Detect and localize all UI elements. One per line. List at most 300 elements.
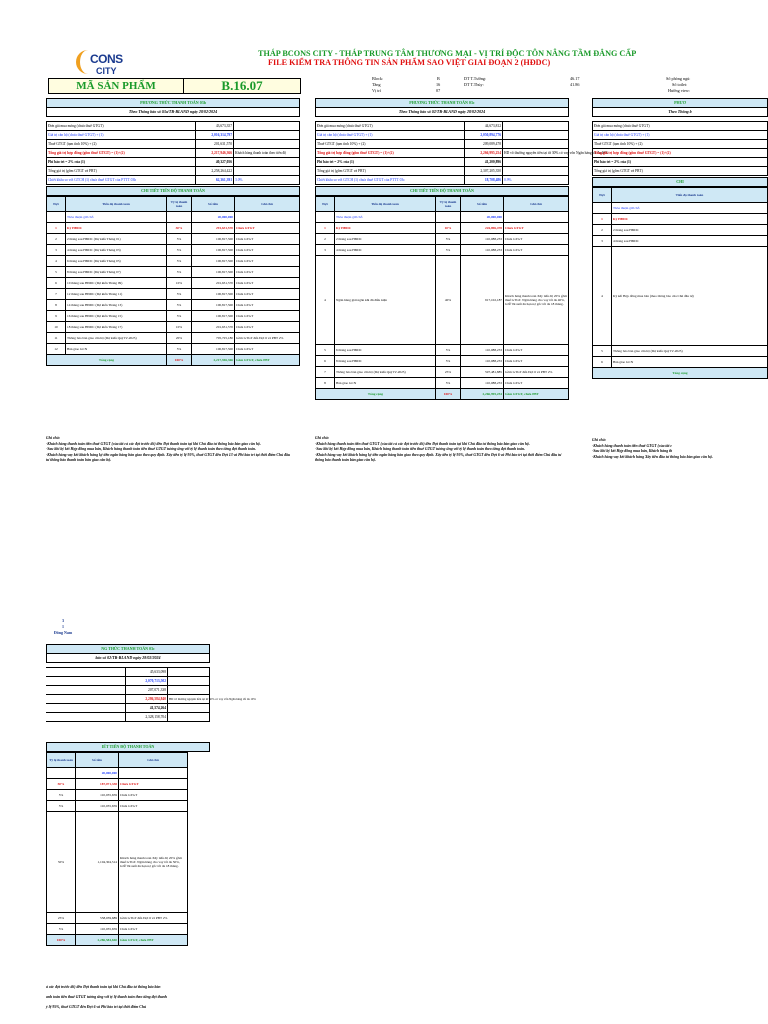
table-cell: 12 tháng sau HĐDC (Dự kiến Tháng 11) xyxy=(66,289,167,300)
table-cell: 25% xyxy=(47,913,76,924)
table-cell xyxy=(593,203,612,214)
table-cell: 6 xyxy=(593,357,612,368)
position-value: 07 xyxy=(436,88,441,93)
financial-label: Chiết khấu so với GTCH (1) chưa thuế GTGT của PTTT 03b xyxy=(48,178,137,182)
financial-label: Tổng giá trị (gồm GTGT và PBT) xyxy=(48,169,97,173)
table-cell: 5% xyxy=(436,378,461,389)
area-clear-value: 41.86 xyxy=(570,82,580,87)
column-header: Tỷ lệ thanh toán xyxy=(167,197,192,212)
table-row xyxy=(47,245,300,256)
financial-row xyxy=(592,131,768,140)
floor-label: Tầng xyxy=(372,82,381,87)
table-cell: 2 tháng sau HĐDC (Dự kiến Tháng 01) xyxy=(66,234,167,245)
table-cell: Chưa GTGT xyxy=(504,223,569,234)
lower-financial-note xyxy=(167,677,209,685)
payment-method-subtitle: Theo Thông báo số 02/TB-BLAND ngày 28/02/2024 xyxy=(315,108,569,117)
lower-schedule-table xyxy=(46,752,188,946)
table-row xyxy=(47,344,300,355)
table-cell: Chưa GTGT xyxy=(119,924,188,935)
table-cell: 10 tháng sau HĐDC (Dự kiến Tháng 09) xyxy=(66,278,167,289)
table-cell: 4 tháng sau HĐDC xyxy=(612,236,768,247)
table-cell: Gồm GTGT đến Đợt 6 và PBT 2% xyxy=(235,333,300,344)
financial-value: 44,673,812 xyxy=(464,122,502,130)
table-row xyxy=(316,256,569,345)
financial-row xyxy=(46,176,300,185)
table-cell: 705,725,180 xyxy=(192,333,235,344)
financial-row xyxy=(315,121,569,131)
table-cell: Ký HĐDC xyxy=(66,223,167,234)
lower-financial-note: HD vô thường nguyên tiền tại từ 30% có vay vốn Ngân hàng tối đa 10% xyxy=(169,697,256,701)
table-cell: 20,000,000 xyxy=(461,212,504,223)
table-cell: Chưa GTGT xyxy=(235,311,300,322)
block-label: Block: xyxy=(372,76,384,81)
financial-label: Tổng giá trị hợp đồng (gồm thuế GTGT) = (1)+(2) xyxy=(48,151,125,155)
lower-info-line: 1 xyxy=(62,624,64,629)
table-cell: Chưa GTGT xyxy=(235,344,300,355)
position-label: Vị trí xyxy=(372,88,381,93)
table-cell: Ngân hàng giải ngân khi đủ điều kiện xyxy=(335,256,436,345)
table-row xyxy=(47,333,300,344)
lower-payment-panel xyxy=(46,644,256,1009)
table-cell: 110,088,233 xyxy=(461,234,504,245)
table-cell: 5% xyxy=(167,234,192,245)
financial-value: 2,217,946,366 xyxy=(195,149,233,157)
lower-info-block xyxy=(48,618,78,636)
table-cell: 597,481,885 xyxy=(461,367,504,378)
note-line: -Khách hàng vay kết khách hàng Xây tiền đầu tư thông báo bàn giao căn hộ. xyxy=(592,454,713,459)
table-cell: 2 tháng sau HĐDC xyxy=(335,234,436,245)
table-row xyxy=(593,346,768,357)
financial-note xyxy=(233,131,299,139)
financial-label: Tổng giá trị hợp đồng (gồm thuế GTGT) = (1)+(2) xyxy=(594,151,671,155)
table-row xyxy=(47,289,300,300)
column-header: Số tiền xyxy=(76,753,119,768)
lower-title: NG THỨC THANH TOÁN 03c xyxy=(46,644,210,654)
financial-label: Giá trị căn hộ (chưa thuế GTGT) + (1) xyxy=(48,133,104,137)
table-cell: 110,088,233 xyxy=(461,378,504,389)
table-cell: Thông báo bàn giao căn hộ (Dự kiến Quý IV-2025) xyxy=(66,333,167,344)
financial-value: 62,361,391 xyxy=(195,176,233,184)
table-cell: 201,631,570 xyxy=(192,278,235,289)
financial-note: HD vô thường nguyên tiền tại từ 30% có vay vốn Ngân hàng tối đa 40% xyxy=(504,151,609,155)
column-header: Đợt xyxy=(316,197,335,212)
table-header-row xyxy=(47,197,300,212)
table-cell xyxy=(436,212,461,223)
table-cell: Chưa GTGT xyxy=(504,245,569,256)
table-cell: Chưa GTGT xyxy=(504,378,569,389)
table-cell: Gồm GTGT đến Đợt 6 và PBT 2% xyxy=(119,913,188,924)
table-cell: 10 xyxy=(47,322,66,333)
table-cell: Chưa GTGT xyxy=(235,245,300,256)
table-cell: Bàn giao GCN xyxy=(612,357,768,368)
table-cell: Chưa GTGT xyxy=(119,801,188,812)
financial-label: Đơn giá mua móng (chưa thuế GTGT) xyxy=(317,124,373,128)
financial-value: 40,327,056 xyxy=(195,158,233,166)
table-cell: 14 tháng sau HĐDC (Dự kiến Tháng 13) xyxy=(66,300,167,311)
table-cell: 4 tháng sau HĐDC xyxy=(335,245,436,256)
total-note: Gồm GTGT, chưa PBT xyxy=(235,355,300,366)
financial-label: Tổng giá trị (gồm GTGT và PBT) xyxy=(317,169,366,173)
note-line: -Sau khi ký kết Hợp đồng mua bán, Khách hàng thanh toán tiền thuế GTGT tương ứng với tỷ lệ thanh toán theo từng đợt thanh toán. xyxy=(315,447,525,451)
financial-label: Thuế GTGT (tạm tính 10%) + (2) xyxy=(594,142,643,146)
lower-financial-row xyxy=(46,695,256,704)
table-cell: 25% xyxy=(436,367,461,378)
table-cell: Ký HĐDC xyxy=(335,223,436,234)
financial-note: 0.9% xyxy=(502,176,568,184)
table-cell: 5% xyxy=(167,256,192,267)
note-line: Ghi chú: xyxy=(46,436,61,440)
financial-value: 201,631,570 xyxy=(195,140,233,148)
payment-panel-0 xyxy=(46,98,300,462)
table-cell: 3 xyxy=(47,245,66,256)
note-line: -Khách hàng thanh toán tiền thuế GTGT (của tất cả các đợt trước đó) đến Đợt thanh toán tại khi Chủ đầu tư thông báo bàn giao căn hộ. xyxy=(315,441,530,446)
area-wall-value: 46.17 xyxy=(570,76,580,81)
table-cell: Gồm GTGT đến Đợt 6 và PBT 2% xyxy=(504,367,569,378)
table-cell: 1 xyxy=(316,223,335,234)
table-row xyxy=(316,378,569,389)
financial-label: Đơn giá mua móng (chưa thuế GTGT) xyxy=(594,124,650,128)
table-cell: 4 xyxy=(47,256,66,267)
financial-row xyxy=(46,131,300,140)
column-header: Tỷ lệ thanh toán xyxy=(436,197,461,212)
table-cell: Chưa GTGT xyxy=(504,345,569,356)
table-cell: 5% xyxy=(167,311,192,322)
financial-note: 3.0% xyxy=(233,176,299,184)
financial-note xyxy=(502,131,568,139)
table-row xyxy=(316,245,569,256)
lower-financial-note xyxy=(167,686,209,694)
bedrooms-label: Số phòng ngủ: xyxy=(666,76,691,81)
table-cell: Ký HĐDC xyxy=(612,214,768,225)
financial-label: Giá trị căn hộ (chưa thuế GTGT) + (1) xyxy=(594,133,650,137)
table-cell: 100,817,500 xyxy=(192,245,235,256)
column-header: Đợt xyxy=(593,188,612,203)
note-line: ỷ lệ 95%, thuế GTGT đến Đợt 6 và Phí bảo trì tại thời điểm Chủ xyxy=(46,1005,147,1009)
column-header: Ghi chú xyxy=(504,197,569,212)
table-cell: 4 tháng sau HĐDC (Dự kiến Tháng 03) xyxy=(66,245,167,256)
table-row xyxy=(47,924,188,935)
financial-label: Phí bảo trì = 2% của (1) xyxy=(317,160,354,164)
lower-financial-value: 45,633,098 xyxy=(125,668,167,676)
table-cell: 6 xyxy=(47,278,66,289)
column-header: Ghi chú xyxy=(235,197,300,212)
financial-label: Đơn giá mua móng (chưa thuế GTGT) xyxy=(48,124,104,128)
table-cell: Thỏa thuận giữ chỗ xyxy=(66,212,167,223)
table-cell: 5% xyxy=(167,289,192,300)
table-cell: 100,817,500 xyxy=(192,234,235,245)
table-header-row xyxy=(593,188,768,203)
financial-row xyxy=(592,140,768,149)
table-row xyxy=(47,300,300,311)
table-cell: 8 xyxy=(47,300,66,311)
table-row xyxy=(47,256,300,267)
lower-financial-row xyxy=(46,667,210,677)
total-percent: 100% xyxy=(436,389,461,400)
table-cell xyxy=(47,768,76,779)
financial-row xyxy=(46,149,300,158)
table-cell: 20% xyxy=(167,333,192,344)
document-title: THÁP BCONS CITY - THÁP TRUNG TÂM THƯƠNG MẠI - VỊ TRÍ ĐỘC TÔN NÂNG TẦM ĐẲNG CẤP xyxy=(258,49,637,58)
floor-value: 16 xyxy=(436,82,441,87)
column-header: Tiến độ thanh toán xyxy=(66,197,167,212)
financial-note xyxy=(233,140,299,148)
total-amount: 2,266,995,254 xyxy=(461,389,504,400)
table-row xyxy=(47,779,188,790)
financial-note xyxy=(502,140,568,148)
lower-financial-value: 2,286,584,840 xyxy=(125,695,167,703)
table-cell: 6 xyxy=(316,356,335,367)
table-cell: 2 xyxy=(316,234,335,245)
financial-note xyxy=(233,158,299,166)
table-cell: 10% xyxy=(436,223,461,234)
table-cell: 5% xyxy=(167,300,192,311)
table-cell: 20,000,000 xyxy=(76,768,119,779)
table-total-row xyxy=(593,368,768,379)
note-line: Ghi chú: xyxy=(315,436,330,440)
table-cell: 3 xyxy=(593,236,612,247)
table-row xyxy=(593,247,768,346)
table-cell: 5 xyxy=(47,267,66,278)
lower-schedule-title: IẾT TIẾN ĐỘ THANH TOÁN xyxy=(46,742,210,752)
column-header: Ghi chú xyxy=(119,753,188,768)
table-cell: Chưa GTGT xyxy=(119,790,188,801)
table-cell: 1 xyxy=(47,223,66,234)
lower-financial-value: 207,071,338 xyxy=(125,686,167,694)
column-header: Số tiền xyxy=(461,197,504,212)
table-total-row xyxy=(47,355,300,366)
payment-schedule-table xyxy=(46,196,300,366)
financial-label: Giá trị căn hộ (chưa thuế GTGT) + (1) xyxy=(317,133,373,137)
table-cell: Chưa GTGT xyxy=(235,322,300,333)
table-cell: 6 tháng sau HĐDC xyxy=(335,345,436,356)
table-row xyxy=(47,801,188,812)
area-clear-label: DT T.Thủy: xyxy=(464,82,484,87)
financial-value: 2,307,205,350 xyxy=(464,167,502,175)
table-cell: Ký kết Hợp đồng mua bán (theo thông báo của Chủ đầu tư) xyxy=(612,247,768,346)
total-amount: 2,286,584,840 xyxy=(76,935,119,946)
table-header-row xyxy=(316,197,569,212)
note-line: ả các đợt trước đó) đến Đợt thanh toán tại khi Chủ đầu tư thông báo bàn xyxy=(46,985,161,989)
product-code-label: MÃ SẢN PHẨM xyxy=(48,78,184,94)
financial-value: 41,200,896 xyxy=(464,158,502,166)
table-row xyxy=(47,322,300,333)
note-line: -Sau khi ký kết Hợp đồng mua bán, Khách hàng th xyxy=(592,449,673,453)
table-row xyxy=(47,790,188,801)
column-header: Tỷ lệ thanh toán xyxy=(47,753,76,768)
payment-method-title: PHƯƠ xyxy=(592,98,768,108)
financial-row xyxy=(592,121,768,131)
column-header: Số tiền xyxy=(192,197,235,212)
table-cell: 50% xyxy=(47,812,76,913)
financial-note xyxy=(502,122,568,130)
total-note: Gồm GTGT, chưa PBT xyxy=(504,389,569,400)
total-percent: 100% xyxy=(167,355,192,366)
table-cell: Chưa GTGT xyxy=(504,356,569,367)
payment-schedule-title: CHI TIẾT TIẾN ĐỘ THANH TOÁN xyxy=(46,186,300,196)
table-cell xyxy=(316,212,335,223)
lower-financial-note xyxy=(167,668,209,676)
table-cell: 9 xyxy=(47,311,66,322)
financial-row xyxy=(315,158,569,167)
payment-panel-2 xyxy=(592,98,768,459)
table-cell: Chưa GTGT xyxy=(235,300,300,311)
note-line: -Khách hàng vay kết khách hàng ký tiền ngân hàng bàn giao theo quy định. Xây tiền tỷ lệ 95%, thuế GTGT đến Đợt 6 và Phí bảo trì tại thời điểm Chủ đầu tư thông báo thanh toán bàn giao căn hộ. xyxy=(315,452,562,462)
lower-financial-note xyxy=(167,704,209,712)
table-cell: 50% xyxy=(47,779,76,790)
table-cell: Thông báo bàn giao căn hộ (Dự kiến Quý IV-2025) xyxy=(335,367,436,378)
payment-schedule-table xyxy=(315,196,569,400)
lower-financial-value: 2,328,158,704 xyxy=(125,713,167,721)
financial-note xyxy=(502,167,568,175)
table-cell: 1,104,304,514 xyxy=(76,812,119,913)
table-row xyxy=(47,234,300,245)
table-cell: Bàn giao GCN xyxy=(66,344,167,355)
table-cell: 18 tháng sau HĐDC (Dự kiến Tháng 17) xyxy=(66,322,167,333)
table-cell: 100,817,500 xyxy=(192,256,235,267)
column-header: Tiến độ thanh toán xyxy=(335,197,436,212)
table-cell: Chưa GTGT xyxy=(235,256,300,267)
total-label: Tổng cộng xyxy=(593,368,768,379)
table-cell: 291,631,570 xyxy=(192,223,235,234)
financial-label: Thuế GTGT (tạm tính 10%) + (2) xyxy=(317,142,366,146)
table-cell: 100,817,500 xyxy=(192,267,235,278)
block-value: B xyxy=(437,76,440,81)
table-cell: 8 tháng sau HĐDC xyxy=(335,356,436,367)
table-cell: 5% xyxy=(167,245,192,256)
lower-info-line: Đông Nam xyxy=(53,630,73,635)
view-direction-label: Hướng view: xyxy=(668,88,691,93)
financial-row xyxy=(315,176,569,185)
table-cell: 226,896,478 xyxy=(461,223,504,234)
financial-value: 2,050,894,776 xyxy=(464,131,502,139)
table-cell: 558,039,689 xyxy=(76,913,119,924)
lower-notes xyxy=(46,982,210,1012)
lower-financial-row xyxy=(46,677,210,686)
total-note: Gồm GTGT, chưa PBT xyxy=(119,935,188,946)
table-cell: 917,102,187 xyxy=(461,256,504,345)
table-cell: 110,088,233 xyxy=(461,245,504,256)
financial-row xyxy=(46,167,300,176)
payment-schedule-title: CHI xyxy=(592,177,768,187)
table-cell: 30% xyxy=(167,223,192,234)
financial-label: Phí bảo trì = 2% của (1) xyxy=(48,160,85,164)
table-row xyxy=(316,212,569,223)
note-line: -Sau khi ký kết Hợp đồng mua bán, Khách hàng thanh toán tiền thuế GTGT tương ứng với tỷ lệ thanh toán theo từng đợt thanh toán. xyxy=(46,447,256,451)
financial-row xyxy=(46,158,300,167)
table-cell: 5% xyxy=(436,234,461,245)
table-total-row xyxy=(47,935,188,946)
table-cell: 4 xyxy=(316,256,335,345)
table-cell: 10% xyxy=(167,322,192,333)
payment-notes xyxy=(315,436,563,464)
table-cell: 12 xyxy=(47,344,66,355)
financial-row xyxy=(315,149,609,158)
table-cell: 2 xyxy=(593,225,612,236)
document-subtitle: FILE KIỂM TRA THÔNG TIN SẢN PHẨM SAO VIỆT GIAI ĐOẠN 2 (HĐDC) xyxy=(268,58,551,67)
table-cell: 5% xyxy=(436,245,461,256)
financial-note xyxy=(233,167,299,175)
bcons-city-logo xyxy=(76,50,123,80)
financial-value: 2,266,995,254 xyxy=(464,149,502,157)
table-cell: Chưa GTGT xyxy=(235,278,300,289)
area-wall-label: DT T.Tường: xyxy=(464,76,487,81)
table-cell: 2 xyxy=(47,234,66,245)
financial-row xyxy=(315,167,569,176)
lower-info-line: 3 xyxy=(62,618,64,623)
table-cell xyxy=(504,212,569,223)
table-cell: 1 xyxy=(593,214,612,225)
table-row xyxy=(47,212,300,223)
financial-label: Thuế GTGT (tạm tính 10%) + (2) xyxy=(48,142,97,146)
lower-financial-value: 41,574,264 xyxy=(125,704,167,712)
financial-value: 43,673,357 xyxy=(195,122,233,130)
payment-notes xyxy=(46,436,294,464)
table-cell: 100,817,500 xyxy=(192,311,235,322)
table-cell: 110,088,233 xyxy=(461,356,504,367)
lower-financial-row xyxy=(46,704,210,713)
note-line: Ghi chú: xyxy=(592,438,607,442)
logo-text-cons: CONS xyxy=(90,52,123,66)
lower-financial-row xyxy=(46,713,210,722)
table-cell: 2 tháng sau HĐDC xyxy=(612,225,768,236)
table-row xyxy=(47,267,300,278)
table-cell: 4 xyxy=(593,247,612,346)
table-row xyxy=(593,236,768,247)
financial-note xyxy=(502,158,568,166)
table-cell: 100,817,500 xyxy=(192,344,235,355)
financial-row xyxy=(315,140,569,149)
table-cell: Thỏa thuận giữ chỗ xyxy=(335,212,436,223)
financial-note xyxy=(233,122,299,130)
column-header: Đợt xyxy=(47,197,66,212)
table-cell: Chưa GTGT xyxy=(504,234,569,245)
lower-subtitle: báo số 02/TB-BLAND ngày 28/02/2024 xyxy=(46,654,210,663)
table-row xyxy=(47,812,188,913)
table-row xyxy=(593,225,768,236)
financial-value: 209,089,478 xyxy=(464,140,502,148)
table-row xyxy=(47,223,300,234)
table-cell: Chưa GTGT xyxy=(119,779,188,790)
financial-row xyxy=(592,149,768,158)
lower-financial-row xyxy=(46,686,210,695)
table-cell: 20,000,000 xyxy=(192,212,235,223)
financial-label: Tổng giá trị (gồm GTGT và PBT) xyxy=(594,169,643,173)
table-cell: Thông báo bàn giao căn hộ (Dự kiến Quý IV-2025) xyxy=(612,346,768,357)
table-cell: Khách hàng thanh toán Xây tiến độ 20% gồm thuế GTGT. Ngân hàng cho vay tối đa 50%, GIỮ lãi suất ân hạn nợ gốc tối đa 18 tháng. xyxy=(119,812,188,913)
note-line: anh toán tiền thuế GTGT tương ứng với tỷ lệ thanh toán theo từng đợt thanh xyxy=(46,995,167,999)
total-label: Tổng cộng xyxy=(316,389,436,400)
table-cell: 5 xyxy=(593,346,612,357)
table-cell: 100,817,500 xyxy=(192,289,235,300)
table-row xyxy=(316,234,569,245)
lower-financial-note xyxy=(167,713,209,721)
financial-label: Tổng giá trị hợp đồng (gồm thuế GTGT) = (1)+(2) xyxy=(317,151,394,155)
financial-label: Chiết khấu so với GTCH (1) chưa thuế GTGT của PTTT 03c xyxy=(317,178,405,182)
payment-method-subtitle: Theo Thông b xyxy=(592,108,768,117)
table-row xyxy=(47,311,300,322)
financial-value: 2,016,314,797 xyxy=(195,131,233,139)
payment-method-title: PHƯƠNG THỨC THANH TOÁN 03c xyxy=(315,98,569,108)
payment-panel-1 xyxy=(315,98,609,462)
table-total-row xyxy=(316,389,569,400)
table-cell: 3 xyxy=(316,245,335,256)
note-line: -Khách hàng thanh toán tiền thuế GTGT (của tất c xyxy=(592,443,673,448)
table-cell: Thỏa thuận giữ chỗ xyxy=(612,203,768,214)
table-row xyxy=(316,356,569,367)
table-cell: 5% xyxy=(436,356,461,367)
total-amount: 2,217,946,366 xyxy=(192,355,235,366)
financial-row xyxy=(315,131,569,140)
